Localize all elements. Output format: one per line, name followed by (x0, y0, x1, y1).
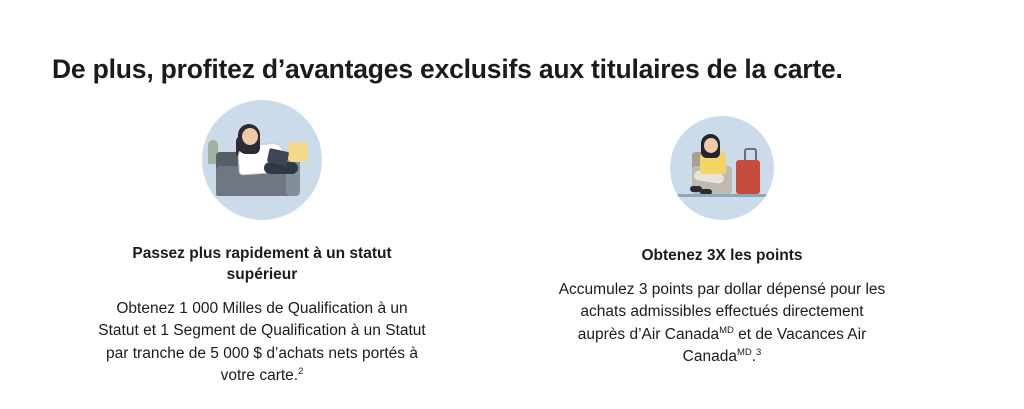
benefit-cards (52, 100, 972, 388)
woman-seated-with-suitcase-icon (670, 116, 774, 220)
head-shape (242, 128, 258, 145)
benefit-card-body-text: Obtenez 1 000 Milles de Qualification à un Statut et 1 Segment de Qualification à un Statut par tranche de 5 000 $ d’achats nets portés à votre carte. (98, 299, 426, 385)
benefit-card-body (97, 298, 427, 388)
benefit-card-title: Passez plus rapidement à un statut supérieur (132, 245, 392, 283)
footnote-marker: 3 (756, 347, 762, 359)
footnote-marker: 2 (298, 366, 304, 378)
benefit-card-body-text-2: et de Vacances Air Canada (682, 325, 867, 366)
benefit-card-body-text-1: Accumulez 3 points par dollar dépensé pour les achats admissibles effectués directement auprès d’Air Canada (558, 280, 886, 343)
trademark-marker-2: MD (736, 347, 752, 359)
page-title: De plus, profitez d’avantages exclusifs aux titulaires de la carte. (52, 53, 843, 84)
head-shape (704, 138, 718, 153)
benefit-card-status (52, 100, 472, 388)
benefit-card-body (557, 279, 887, 369)
suitcase-shape (736, 160, 760, 194)
benefit-card-body-text-3: . (751, 348, 757, 366)
benefit-card-title: Obtenez 3X les points (641, 247, 803, 264)
floor-line-shape (676, 194, 768, 197)
benefit-card-points (512, 100, 932, 369)
trademark-marker-1: MD (719, 324, 734, 336)
cushion-shape (288, 142, 308, 162)
woman-on-sofa-with-laptop-icon (202, 100, 322, 220)
